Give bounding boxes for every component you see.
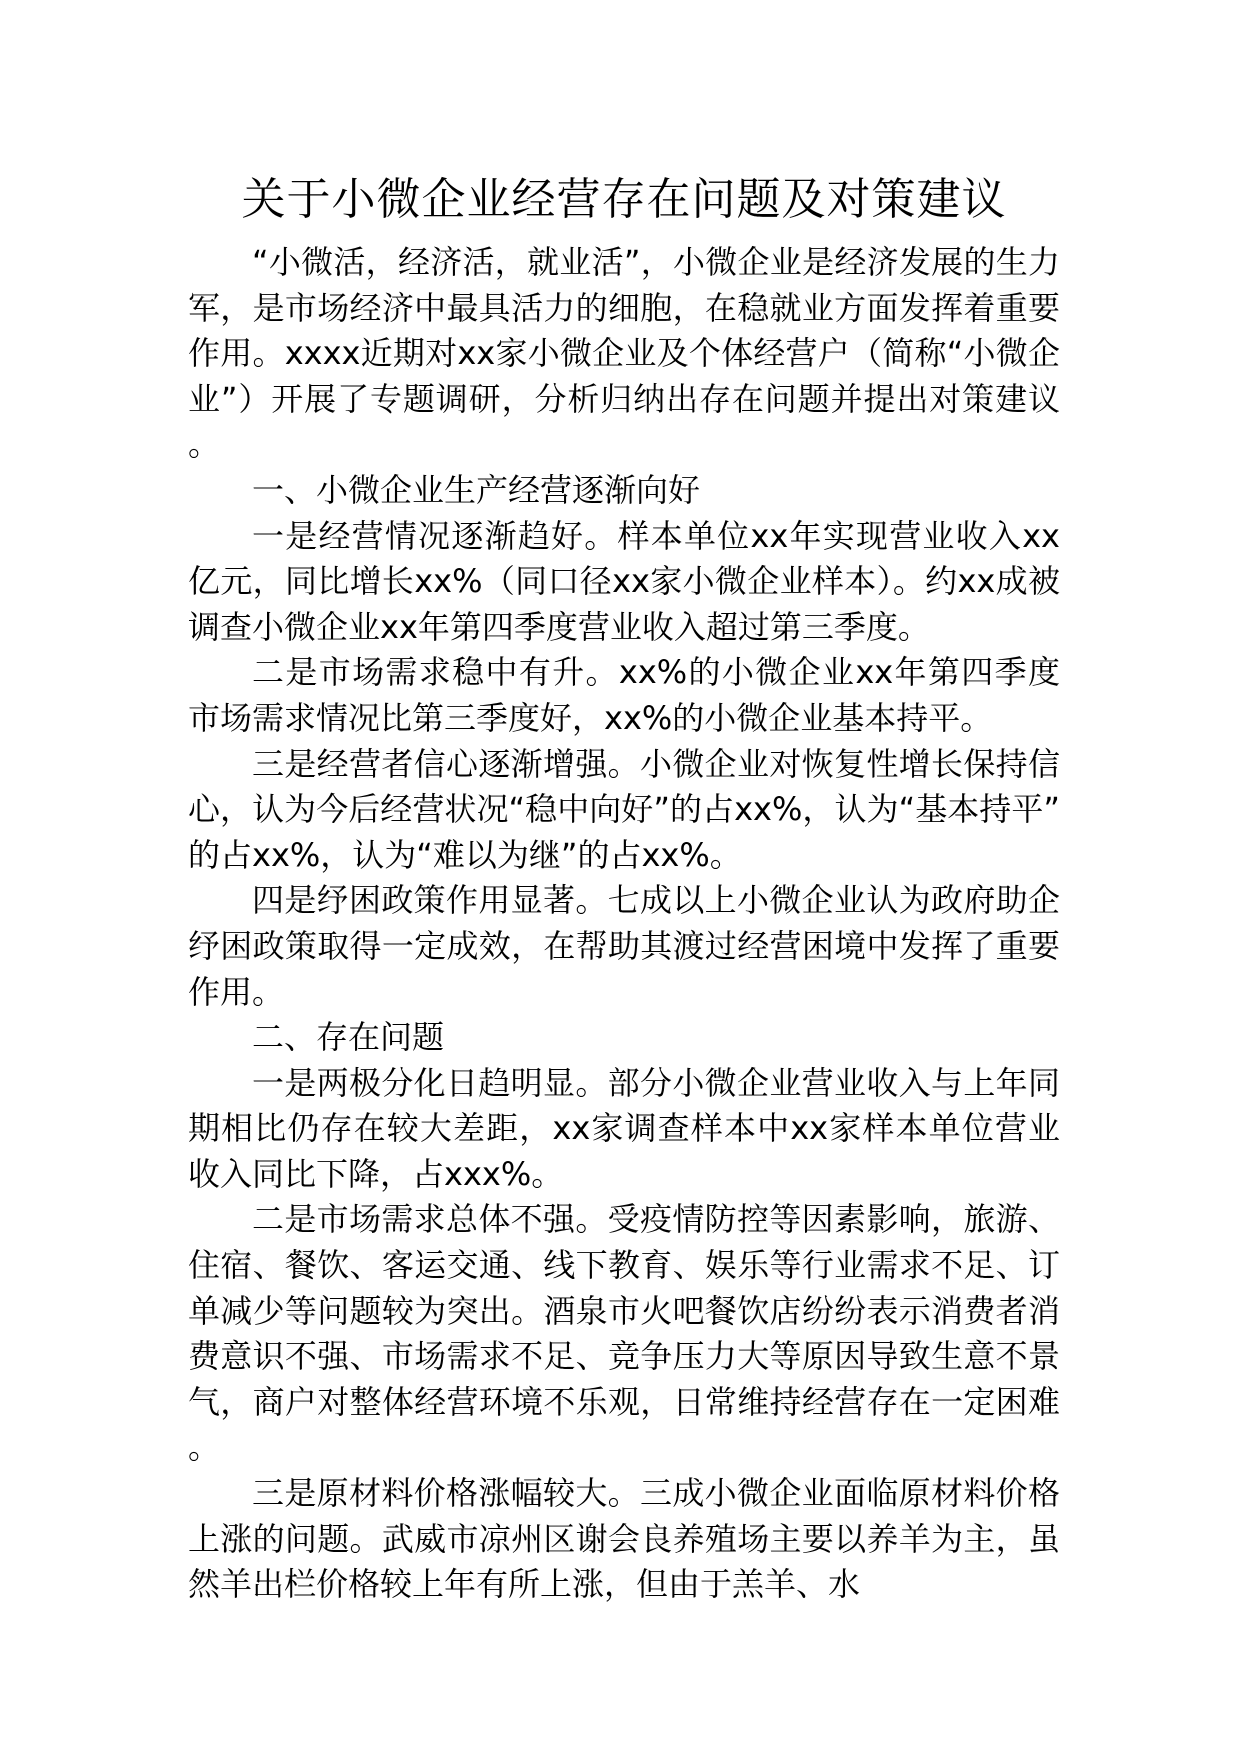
section-heading-1: 一、小微企业生产经营逐渐向好: [252, 470, 701, 509]
paragraph-polarization: 一是两极分化日趋明显。部分小微企业营业收入与上年同期相比仍存在较大差距，xx家调查样本中xx家样本单位营业收入同比下降，占xxx%。: [188, 1063, 1060, 1193]
paragraph-market-demand-rising: 二是市场需求稳中有升。xx%的小微企业xx年第四季度市场需求情况比第三季度好，xx%的小微企业基本持平。: [188, 653, 1060, 737]
paragraph-confidence-increasing: 三是经营者信心逐渐增强。小微企业对恢复性增长保持信心，认为今后经营状况“稳中向好”的占xx%，认为“基本持平”的占xx%，认为“难以为继”的占xx%。: [188, 744, 1060, 874]
paragraph-relief-policy-effect: 四是纾困政策作用显著。七成以上小微企业认为政府助企纾困政策取得一定成效，在帮助其渡过经营困境中发挥了重要作用。: [188, 881, 1060, 1011]
paragraph-raw-material-prices: 三是原材料价格涨幅较大。三成小微企业面临原材料价格上涨的问题。武威市凉州区谢会良养殖场主要以养羊为主，虽然羊出栏价格较上年有所上涨，但由于羔羊、水: [188, 1474, 1060, 1604]
paragraph-operations-improving: 一是经营情况逐渐趋好。样本单位xx年实现营业收入xx亿元，同比增长xx%（同口径xx家小微企业样本）。约xx成被调查小微企业xx年第四季度营业收入超过第三季度。: [188, 516, 1060, 646]
paragraph-weak-demand: 二是市场需求总体不强。受疫情防控等因素影响，旅游、住宿、餐饮、客运交通、线下教育、娱乐等行业需求不足、订单减少等问题较为突出。酒泉市火吧餐饮店纷纷表示消费者消费意识不强、市场需求不足、竞争压力大等原因导致生意不景气，商户对整体经营环境不乐观，日常维持经营存在一定困难。: [188, 1200, 1060, 1467]
document-page: [188, 168, 1060, 1728]
document-title: 关于小微企业经营存在问题及对策建议: [241, 174, 1007, 225]
intro-paragraph: “小微活，经济活，就业活”，小微企业是经济发展的生力军，是市场经济中最具活力的细胞，在稳就业方面发挥着重要作用。xxxx近期对xx家小微企业及个体经营户（简称“小微企业”）开展了专题调研，分析归纳出存在问题并提出对策建议。: [188, 243, 1060, 464]
section-heading-2: 二、存在问题: [252, 1018, 445, 1057]
